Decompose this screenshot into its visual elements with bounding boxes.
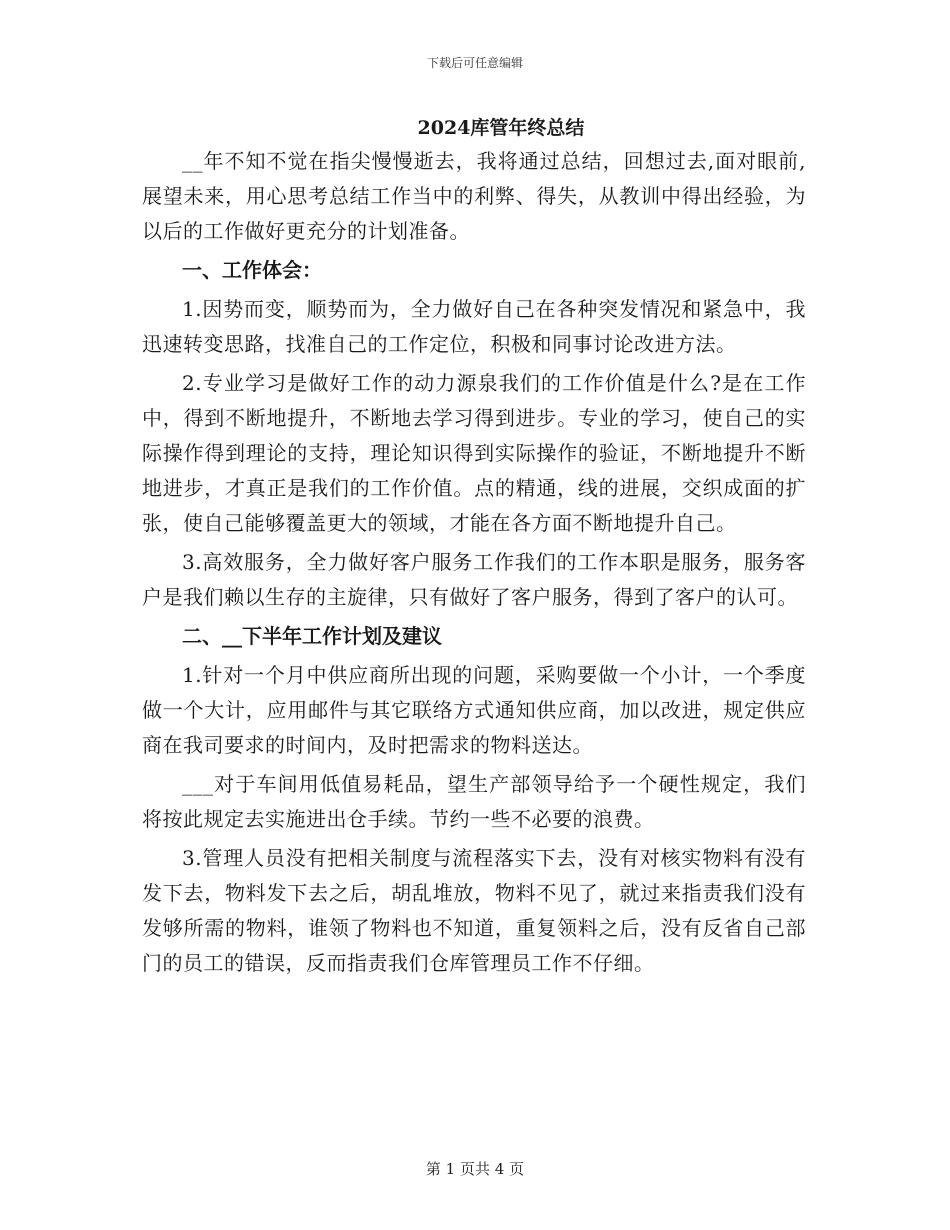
section-2-item-3: 3.管理人员没有把相关制度与流程落实下去，没有对核实物料有没有发下去，物料发下去之后，胡乱堆放，物料不见了，就过来指责我们没有发够所需的物料，谁领了物料也不知道，重复领料之后，没有反省自己部门的员工的错误，反而指责我们仓库管理员工作不仔细。 [142,846,806,975]
section-1-item-3: 3.高效服务，全力做好客户服务工作我们的工作本职是服务，服务客户是我们赖以生存的主旋律，只有做好了客户服务，得到了客户的认可。 [142,550,806,609]
document-title: 2024库管年终总结 [417,117,585,139]
section-2-item-1: 1.针对一个月中供应商所出现的问题，采购要做一个小计，一个季度做一个大计，应用邮件与其它联络方式通知供应商，加以改进，规定供应商在我司要求的时间内，及时把需求的物料送达。 [142,663,806,757]
document-body [142,112,806,981]
section-1-item-2: 2.专业学习是做好工作的动力源泉我们的工作价值是什么?是在工作中，得到不断地提升，不断地去学习得到进步。专业的学习，使自己的实际操作得到理论的支持，理论知识得到实际操作的验证，不断地提升不断地进步，才真正是我们的工作价值。点的精通，线的进展，交织成面的扩张，使自己能够覆盖更大的领域，才能在各方面不断地提升自己。 [142,371,806,535]
section-2-heading: 二、__下半年工作计划及建议 [182,624,442,648]
page-number: 第 1 页共 4 页 [425,1160,525,1178]
section-1-heading: 一、工作体会： [182,258,322,282]
intro-paragraph: __年不知不觉在指尖慢慢逝去，我将通过总结，回想过去,面对眼前,展望未来，用心思考总结工作当中的利弊、得失，从教训中得出经验，为以后的工作做好更充分的计划准备。 [142,149,806,243]
section-1-item-1: 1.因势而变，顺势而为，全力做好自己在各种突发情况和紧急中，我迅速转变思路，找准自己的工作定位，积极和同事讨论改进方法。 [142,297,806,356]
header-note: 下载后可任意编辑 [426,56,523,70]
section-2-item-2: ___对于车间用低值易耗品，望生产部领导给予一个硬性规定，我们将按此规定去实施进出仓手续。节约一些不必要的浪费。 [142,772,806,831]
